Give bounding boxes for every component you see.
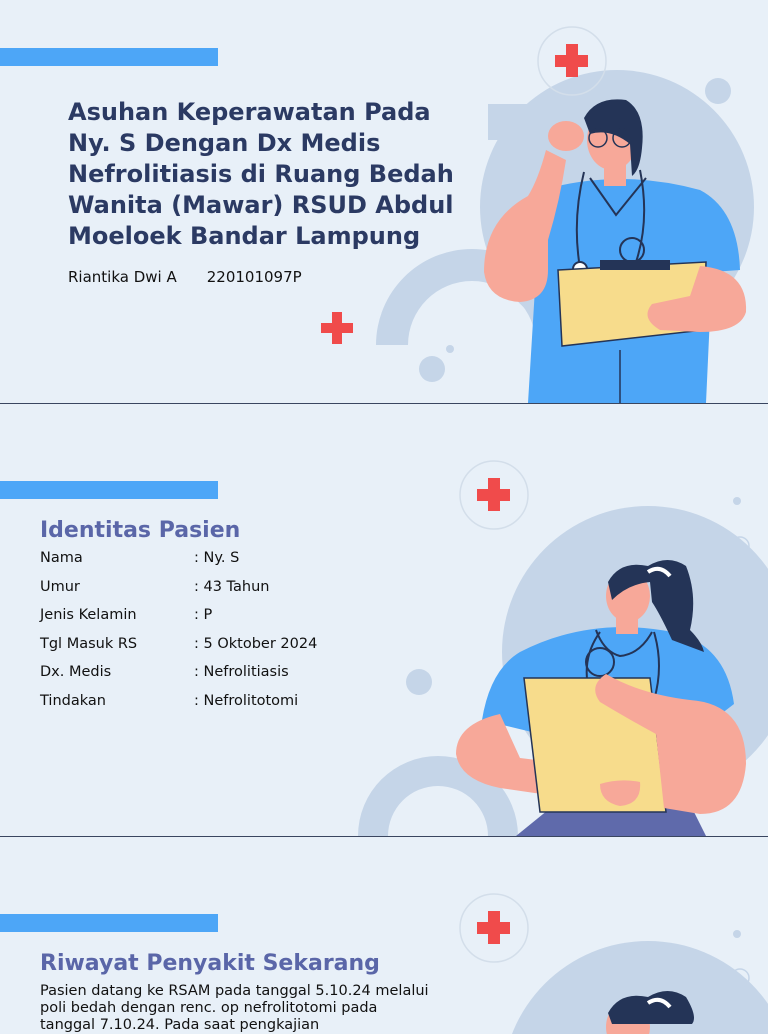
row-value: : 43 Tahun	[194, 578, 270, 595]
row-value: : 5 Oktober 2024	[194, 635, 318, 652]
accent-bar	[0, 914, 218, 932]
medical-cross-icon	[460, 894, 528, 962]
row-label: Tgl Masuk RS	[40, 635, 138, 652]
row-label: Nama	[40, 550, 83, 566]
row-value: : Ny. S	[194, 550, 240, 566]
accent-bar	[0, 48, 218, 66]
medical-cross-icon	[460, 461, 528, 529]
table-row	[40, 636, 317, 665]
row-label: Dx. Medis	[40, 664, 112, 680]
table-row	[40, 579, 317, 608]
patient-identity-table	[40, 550, 317, 721]
accent-bar	[0, 481, 218, 499]
row-label: Tindakan	[40, 692, 106, 709]
row-value: : Nefrolitiasis	[194, 664, 289, 680]
table-row	[40, 550, 317, 579]
row-label: Umur	[40, 578, 80, 595]
section-heading: Riwayat Penyakit Sekarang	[40, 951, 380, 976]
row-value: : P	[194, 607, 213, 623]
slide-identitas	[0, 404, 768, 836]
author-line	[68, 268, 302, 286]
history-paragraph: Pasien datang ke RSAM pada tanggal 5.10.24 melalui poli bedah dengan renc. op nefrolitotomi pada tanggal 7.10.24. Pada saat pengkajian	[40, 983, 429, 1033]
row-label: Jenis Kelamin	[40, 607, 137, 623]
slide-riwayat	[0, 837, 768, 1033]
author-name: Riantika Dwi A	[68, 268, 177, 286]
section-heading: Identitas Pasien	[40, 518, 241, 543]
medical-cross-icon	[321, 312, 353, 344]
table-row	[40, 693, 317, 722]
author-nim: 220101097P	[206, 268, 302, 286]
presentation-title: Asuhan Keperawatan Pada Ny. S Dengan Dx Medis Nefrolitiasis di Ruang Bedah Wanita (Mawar) RSUD Abdul Moeloek Bandar Lampung	[68, 98, 454, 250]
row-value: : Nefrolitotomi	[194, 692, 299, 709]
table-row	[40, 664, 317, 693]
table-row	[40, 607, 317, 636]
slide-title	[0, 0, 768, 403]
